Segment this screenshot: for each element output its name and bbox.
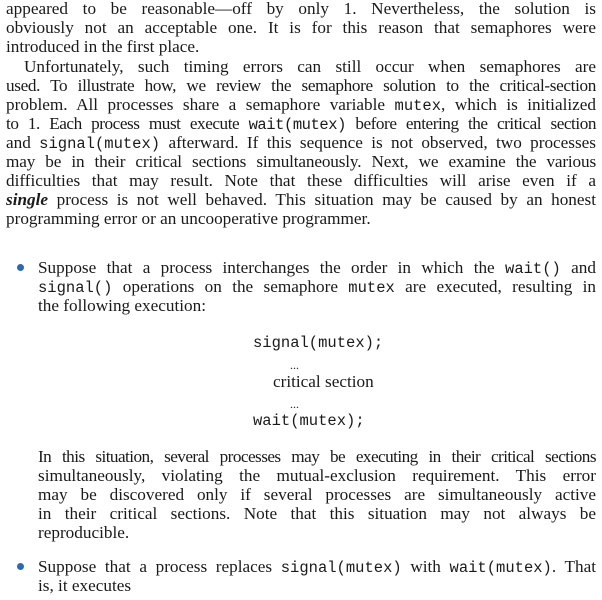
paragraph-line: introduced in the first place.: [6, 37, 200, 56]
bullet-line: is, it executes: [38, 576, 132, 595]
code-signal-mutex: signal(mutex): [280, 559, 402, 577]
code-wait-mutex: wait(mutex): [449, 559, 552, 577]
paragraph-line: simultaneously, violating the mutual-exclusion requirement. This error: [38, 466, 596, 485]
text: problem. All processes share a semaphore variable: [6, 95, 395, 114]
ellipsis: ...: [290, 358, 299, 372]
bullet-icon: [17, 563, 24, 570]
bullet-line: [38, 259, 596, 278]
bullet-icon: [17, 264, 24, 271]
code-wait-mutex: wait(mutex): [248, 116, 346, 134]
paragraph-line: difficulties that may result. Note that these difficulties will arise even if a: [6, 171, 596, 190]
paragraph-line: appeared to be reasonable—off by only 1. Nevertheless, the solution is: [6, 0, 596, 18]
code-line-wait: wait(mutex);: [253, 412, 365, 430]
paragraph-line: may be discovered only if several processes are simultaneously active: [38, 485, 596, 504]
paragraph-line: [6, 115, 596, 134]
text: afterward. If this sequence is not observed, two processes: [160, 133, 596, 152]
paragraph-line: obviously not an acceptable one. It is for this reason that semaphores were: [6, 18, 596, 37]
text: with: [401, 557, 450, 576]
text: operations on the semaphore: [112, 277, 349, 296]
paragraph-line: in their critical sections. Note that this situation may not always be: [38, 504, 596, 523]
code-signal: signal(): [38, 279, 113, 297]
paragraph-line: [6, 191, 596, 209]
text: are executed, resulting in: [394, 277, 596, 296]
text: before entering the critical section: [345, 114, 596, 133]
ellipsis: ...: [290, 397, 299, 411]
text: , which is initialized: [441, 95, 596, 114]
emphasis-single: single: [6, 190, 49, 209]
code-wait: wait(): [505, 260, 561, 278]
code-line-signal: signal(mutex);: [253, 334, 384, 352]
paragraph-line: programming error or an uncooperative programmer.: [6, 209, 371, 228]
code-mutex: mutex: [394, 97, 442, 115]
critical-section-label: critical section: [273, 372, 374, 391]
text: and: [560, 258, 596, 277]
paragraph-line: In this situation, several processes may be executing in their critical sections: [38, 447, 596, 466]
paragraph-line: [6, 96, 596, 115]
text: Suppose that a process interchanges the order in which the: [38, 258, 506, 277]
bullet-line: [38, 278, 596, 297]
paragraph-line: Unfortunately, such timing errors can still occur when semaphores are: [24, 57, 596, 76]
code-signal-mutex: signal(mutex): [39, 135, 161, 153]
bullet-line: the following execution:: [38, 296, 207, 315]
text: process is not well behaved. This situation may be caused by an honest: [48, 190, 596, 209]
text: Suppose that a process replaces: [38, 557, 281, 576]
text: . That: [551, 557, 596, 576]
code-mutex: mutex: [348, 279, 395, 297]
paragraph-line: used. To illustrate how, we review the semaphore solution to the critical-section: [6, 76, 596, 95]
paragraph-line: may be in their critical sections simultaneously. Next, we examine the various: [6, 152, 596, 171]
paragraph-line: [6, 134, 596, 153]
text: and: [6, 133, 40, 152]
bullet-line: [38, 558, 596, 577]
text: to 1. Each process must execute: [6, 114, 249, 133]
paragraph-line: reproducible.: [38, 523, 130, 542]
